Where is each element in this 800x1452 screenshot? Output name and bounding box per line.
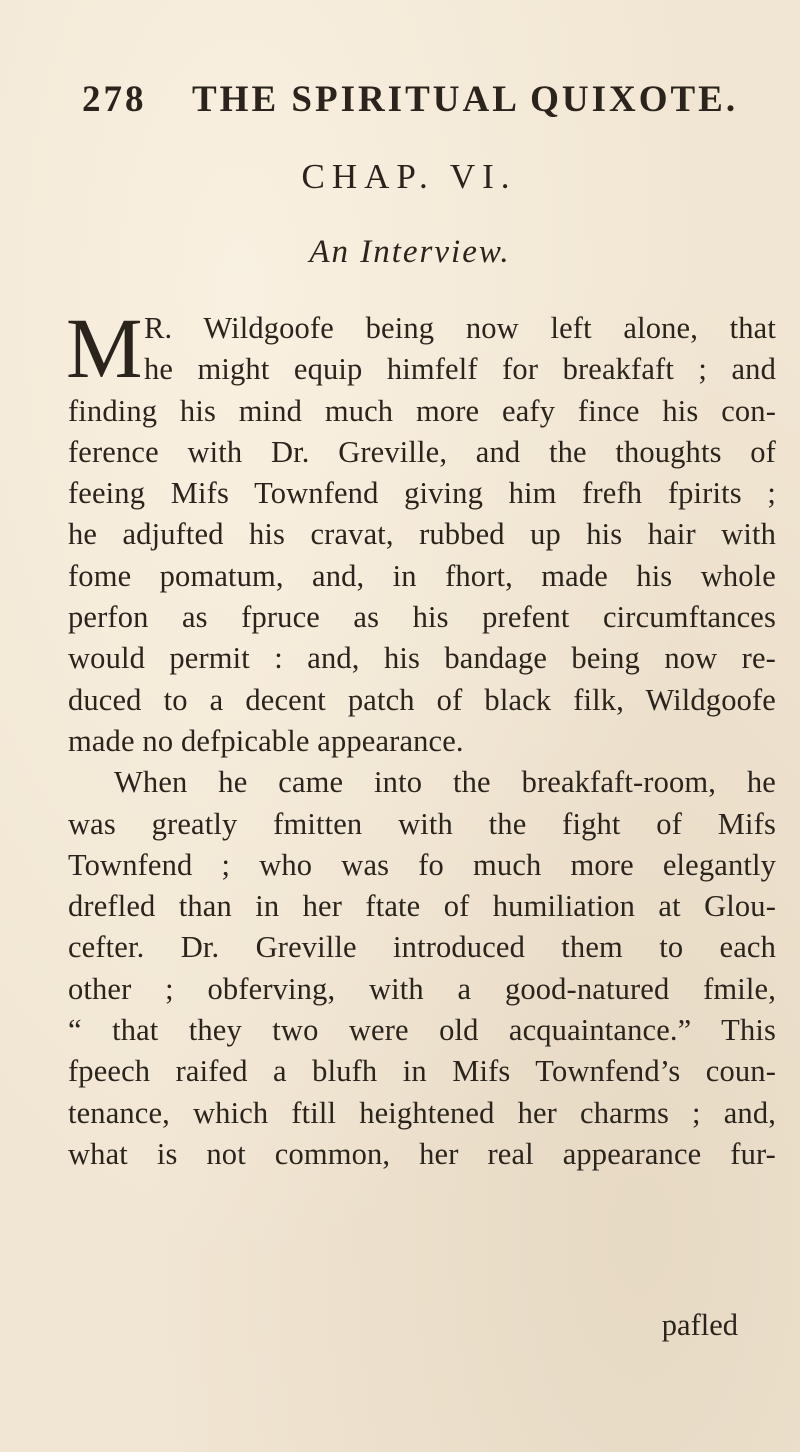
text-line: fpeech raifed a blufh in Mifs Townfend’s coun- [68, 1054, 776, 1089]
text-line: drefled than in her ftate of humiliation at Glou- [68, 889, 776, 924]
catchword: pafled [661, 1308, 738, 1342]
body-text [66, 300, 776, 1175]
text-line: tenance, which ftill heightened her charms ; and, [68, 1095, 776, 1130]
chapter-heading: CHAP. VI. [301, 157, 517, 196]
text-line: made no defpicable appearance. [68, 723, 464, 758]
text-line: R. Wildgoofe being now left alone, that [144, 311, 776, 345]
text-line: When he came into the breakfaft-room, he [114, 765, 776, 800]
text-line: “ that they two were old acquaintance.” This [68, 1013, 776, 1048]
running-head [82, 78, 742, 121]
text-line: would permit : and, his bandage being now re- [68, 641, 776, 676]
text-line: duced to a decent patch of black filk, Wildgoofe [68, 682, 776, 717]
text-line: fome pomatum, and, in fhort, made his whole [68, 558, 776, 593]
chapter-subtitle: An Interview. [309, 234, 511, 270]
text-line: other ; obferving, with a good-natured fmile, [68, 971, 776, 1006]
text-line: he adjufted his cravat, rubbed up his hair with [68, 517, 776, 552]
text-line: cefter. Dr. Greville introduced them to each [68, 930, 776, 965]
page-number: 278 [82, 79, 147, 120]
text-line: feeing Mifs Townfend giving him frefh fpirits ; [68, 476, 776, 511]
text-line: ference with Dr. Greville, and the thoughts of [68, 434, 776, 469]
text-line: he might equip himfelf for breakfaft ; and [144, 352, 776, 387]
drop-cap: M [66, 300, 143, 396]
text-line: what is not common, her real appearance fur- [68, 1136, 776, 1171]
running-title: THE SPIRITUAL QUIXOTE. [192, 79, 739, 120]
text-line: finding his mind much more eafy fince his con- [68, 393, 776, 428]
text-line: Townfend ; who was fo much more elegantly [68, 847, 776, 882]
text-line: perfon as fpruce as his prefent circumftances [68, 600, 776, 635]
text-line: was greatly fmitten with the fight of Mifs [68, 806, 776, 841]
